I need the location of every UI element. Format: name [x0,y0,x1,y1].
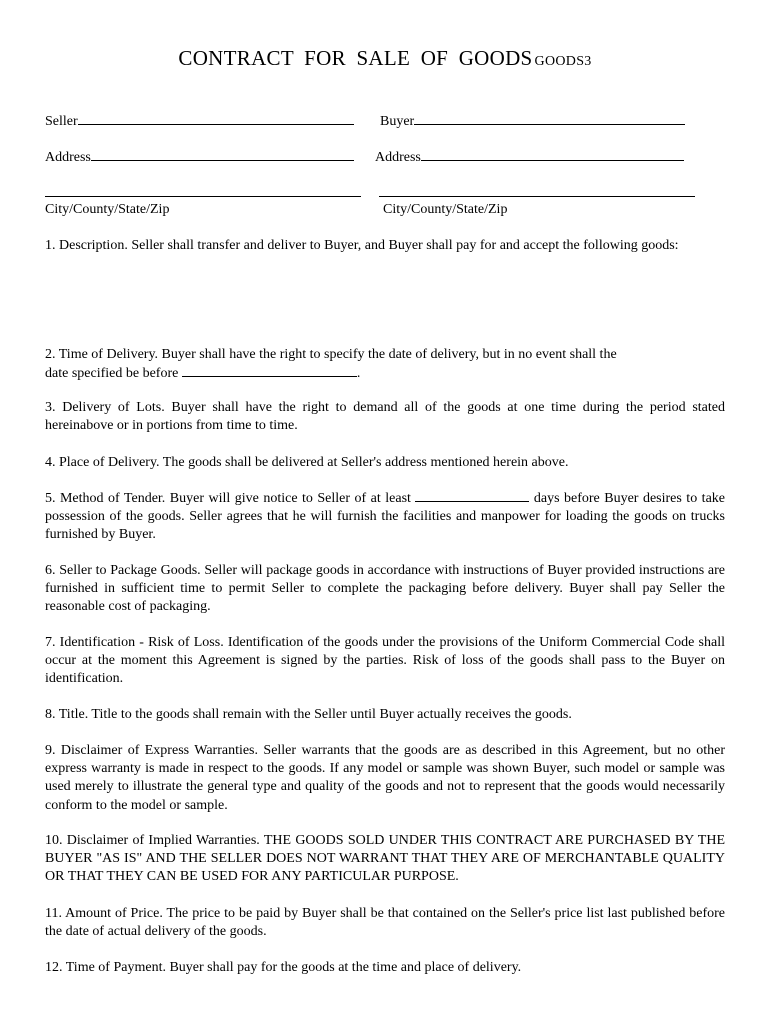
buyer-address-label: Address [375,150,421,165]
seller-label: Seller [45,114,78,129]
seller-address-blank[interactable] [91,148,354,161]
clause-11-amount-of-price: 11. Amount of Price. The price to be paid by Buyer shall be that contained on the Seller's price list last published before the date of actual delivery of the goods. [45,906,725,940]
notice-days-blank[interactable] [415,489,529,502]
buyer-blank[interactable] [414,112,685,125]
clause-3-delivery-of-lots: 3. Delivery of Lots. Buyer shall have the right to demand all of the goods at one time during the period stated hereinabove or in portions from time to time. [45,400,725,434]
buyer-city-label: City/County/State/Zip [383,202,508,217]
title-text: CONTRACT FOR SALE OF GOODS [178,46,533,70]
clause-7-identification-risk: 7. Identification - Risk of Loss. Identification of the goods under the provisions of the Uniform Commercial Code shall occur at the moment this Agreement is signed by the parties. Risk of loss of the goods shall pass to the Buyer on identification. [45,635,725,687]
buyer-field[interactable] [380,112,685,130]
document-title [0,46,770,71]
clause-1-description: 1. Description. Seller shall transfer and deliver to Buyer, and Buyer shall pay for and accept the following goods: [45,238,679,253]
clause-2-text-b: date specified be before [45,366,179,382]
seller-city-label: City/County/State/Zip [45,202,170,217]
clause-8-title: 8. Title. Title to the goods shall remain with the Seller until Buyer actually receives the goods. [45,707,572,722]
buyer-address-field[interactable] [375,148,684,166]
clause-4-place-of-delivery: 4. Place of Delivery. The goods shall be delivered at Seller's address mentioned herein above. [45,455,569,470]
clause-6-seller-to-package: 6. Seller to Package Goods. Seller will package goods in accordance with instructions of Buyer provided instructions are furnished in sufficient time to permit Seller to complete the packaging before delivery. Buyer shall pay Seller the reasonable cost of packaging. [45,563,725,615]
buyer-address-blank[interactable] [421,148,684,161]
seller-address-label: Address [45,150,91,165]
clause-2-text-c: . [356,366,361,382]
seller-city-blank[interactable] [45,196,361,197]
clause-5-text-a: 5. Method of Tender. Buyer will give notice to Seller of at least [45,491,411,506]
buyer-city-blank[interactable] [379,196,695,197]
clause-2-text-a: 2. Time of Delivery. Buyer shall have the right to specify the date of delivery, but in no event shall the [45,347,617,362]
clause-10-implied-warranties: 10. Disclaimer of Implied Warranties. THE GOODS SOLD UNDER THIS CONTRACT ARE PURCHASED BY THE BUYER "AS IS" AND THE SELLER DOES NOT WARRANT THAT THEY ARE OF MERCHANTABLE QUALITY OR THAT THEY CAN BE USED FOR ANY PARTICULAR PURPOSE. [45,833,725,885]
delivery-date-blank[interactable] [182,364,357,377]
seller-field[interactable] [45,112,354,130]
clause-9-express-warranties: 9. Disclaimer of Express Warranties. Seller warrants that the goods are as described in this Agreement, but no other express warranty is made in respect to the goods. If any model or sample was shown Buyer, such model or sample was used merely to illustrate the general type and quality of the goods and not to represent that the goods would necessarily conform to the model or sample. [45,743,725,813]
buyer-label: Buyer [380,114,415,129]
clause-12-time-of-payment: 12. Time of Payment. Buyer shall pay for the goods at the time and place of delivery. [45,960,522,975]
clause-5-method-of-tender [45,489,725,545]
seller-address-field[interactable] [45,148,354,166]
form-code: GOODS3 [534,54,592,69]
clause-2-time-of-delivery [45,346,725,383]
clause-5-text-b: days before Buyer desires to take possession of the goods. Seller agrees that he will furnish the facilities and manpower for loading the goods on trucks furnished by Buyer. [45,491,725,543]
seller-blank[interactable] [78,112,354,125]
